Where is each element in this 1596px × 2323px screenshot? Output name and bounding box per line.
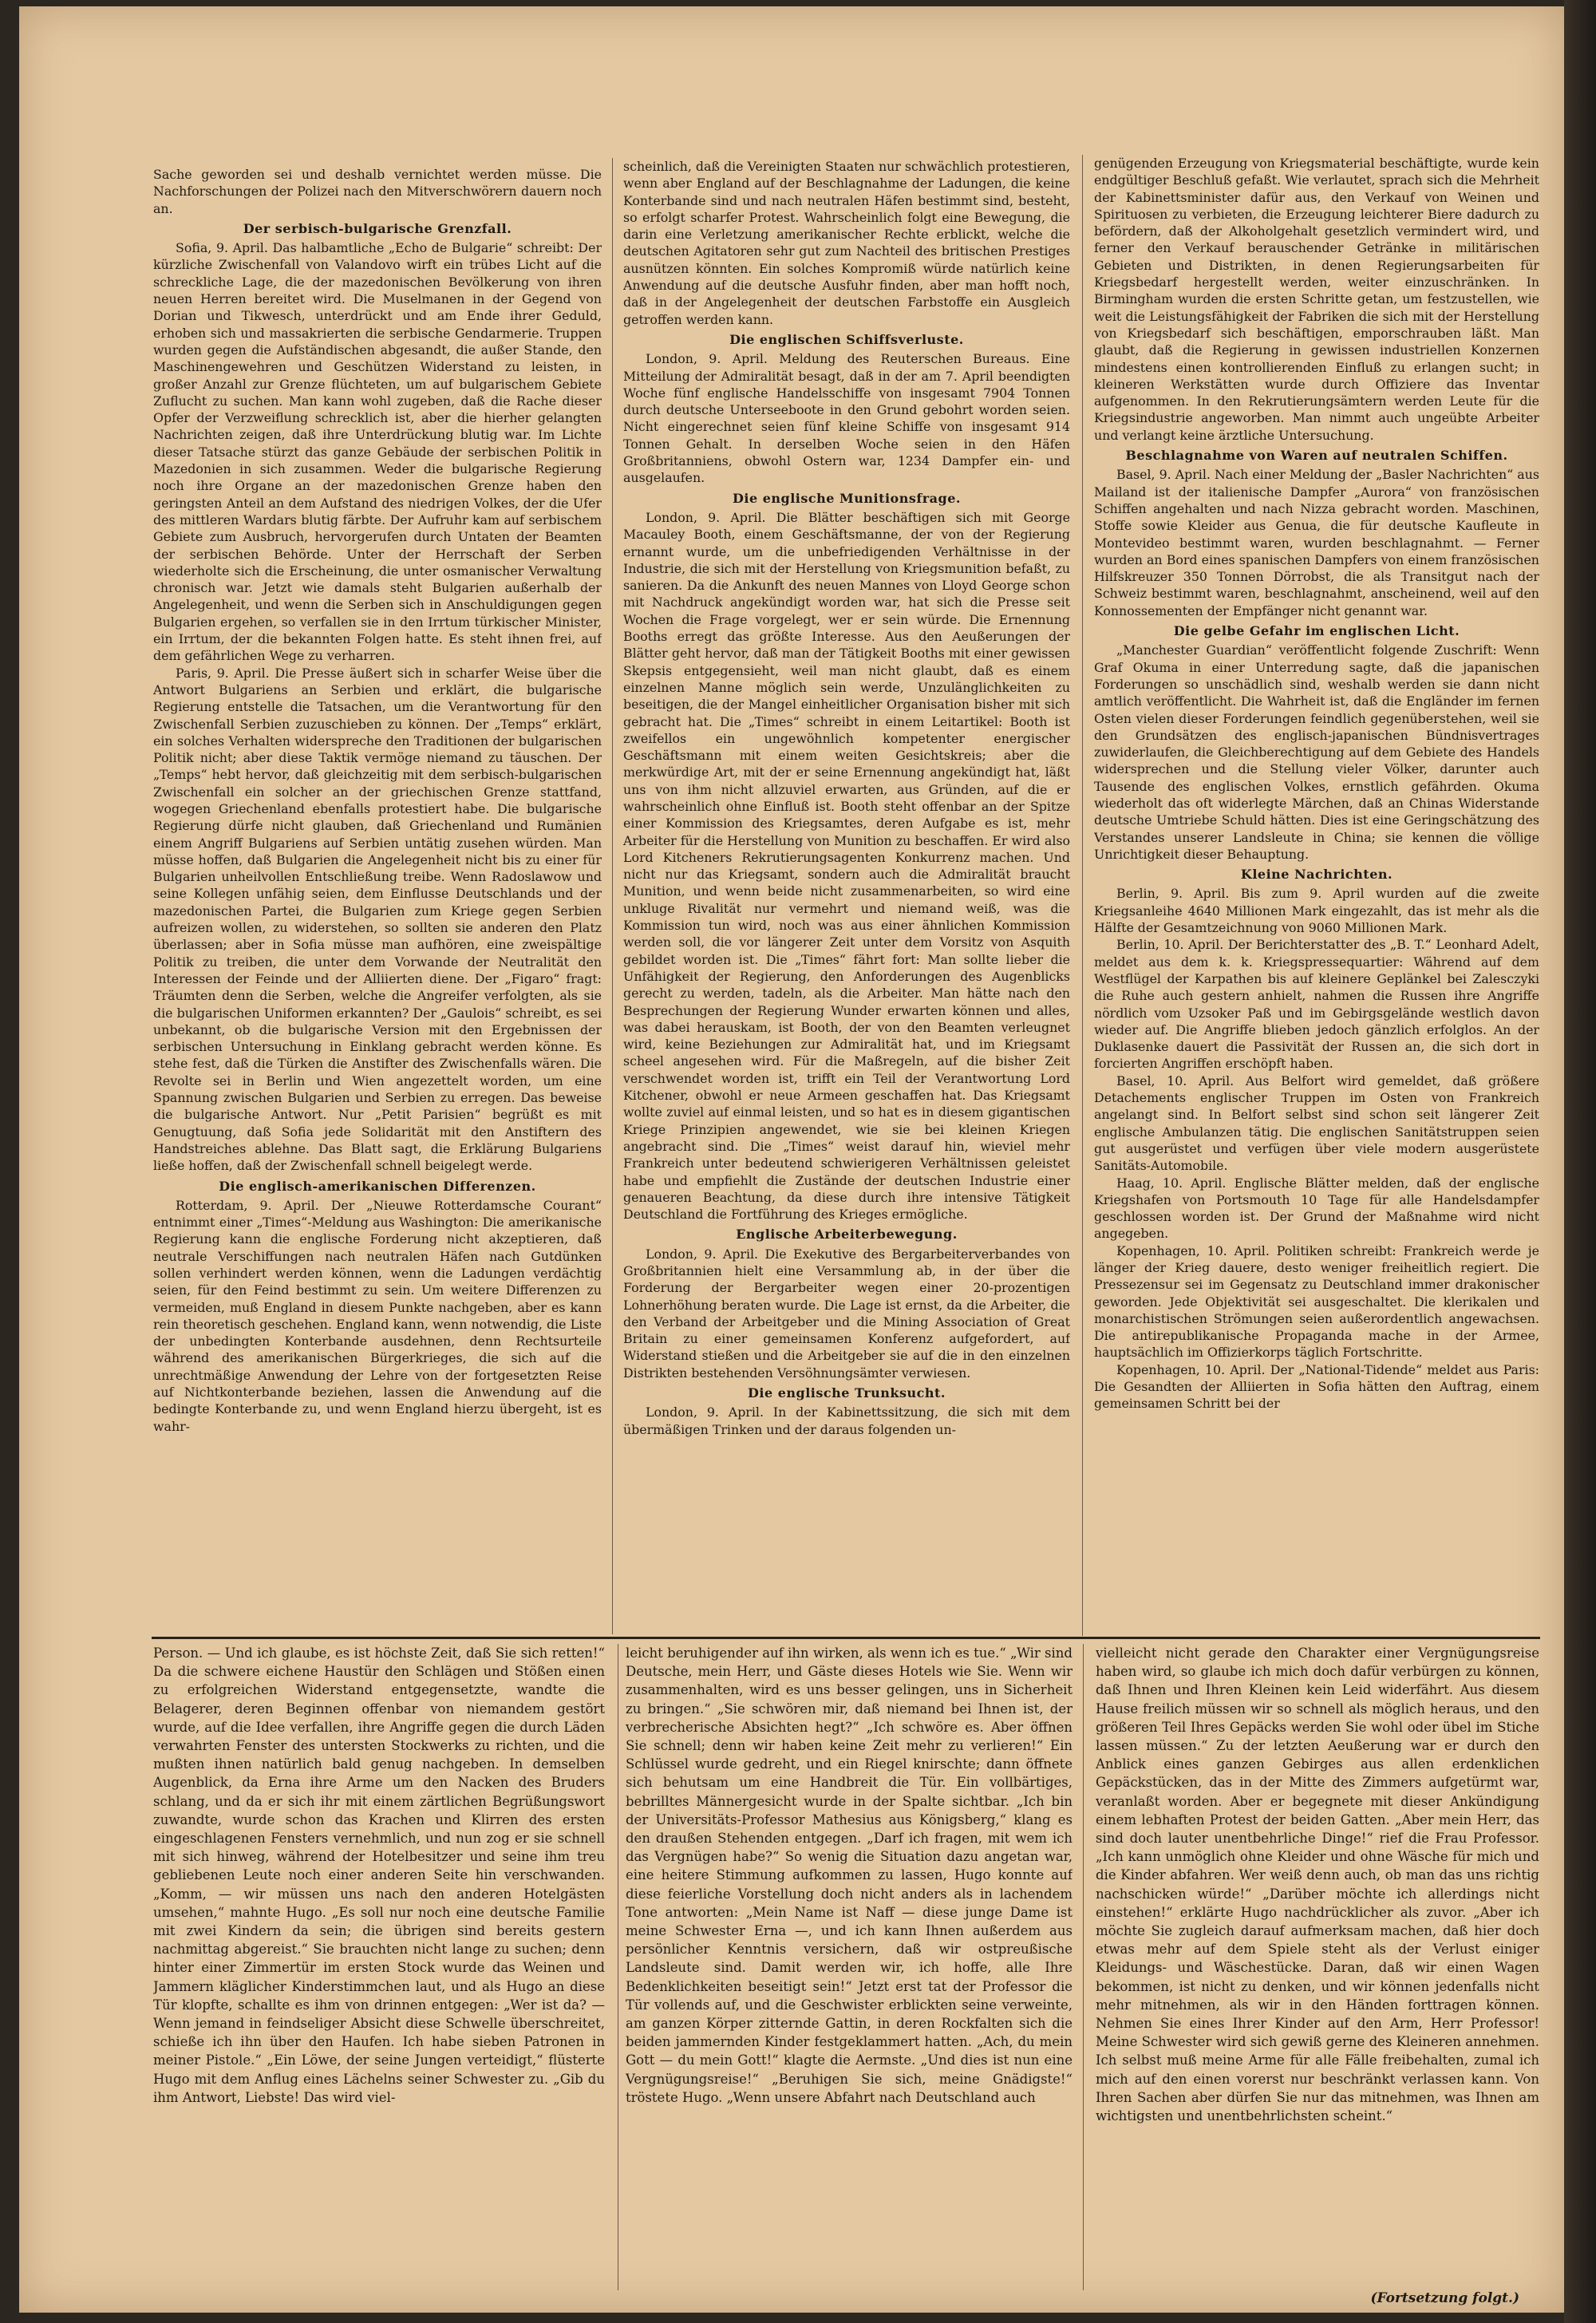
article-heading: Beschlagnahme von Waren auf neutralen Schiffen. (1125, 448, 1508, 464)
article-paragraph: London, 9. April. Die Exekutive des Bergarbeiterverbandes von Großbritannien hielt eine Versammlung ab, in der über die Forderung der Bergarbeiter wegen einer 20-prozentigen Lohnerhöhung beraten wurde. Die Lage ist ernst, da die Arbeiter, die den Verband der Arbeitgeber und die Mining Association of Great Britain zu einer gemeinsamen Konferenz aufgefordert, auf Widerstand stießen und die Arbeitgeber sie auf die in den einzelnen Distrikten bestehenden Versöhnungsämter verwiesen. (623, 1246, 1070, 1381)
article-paragraph: London, 9. April. Meldung des Reuterschen Bureaus. Eine Mitteilung der Admiralität besagt, daß in der am 7. April beendigten Woche fünf englische Handelsschiffe von insgesamt 7904 Tonnen durch deutsche Unterseeboote in den Grund gebohrt worden seien. Nicht eingerechnet seien fünf kleine Schiffe von insgesamt 914 Tonnen Gehalt. In derselben Woche seien in den Häfen Großbritanniens, obwohl Ostern war, 1234 Dampfer ein- und ausgelaufen. (623, 351, 1070, 486)
article-heading: Die englische Trunksucht. (748, 1385, 946, 1401)
feuilleton-column-2 (626, 1644, 1073, 2292)
feuilleton-divider-rule (152, 1637, 1540, 1639)
newspaper-page (19, 6, 1564, 2313)
book-binding-edge (1564, 0, 1596, 2323)
column-divider (612, 158, 613, 1634)
column-1 (153, 166, 602, 1634)
feuilleton-column-3 (1096, 1644, 1539, 2292)
article-paragraph: Sache geworden sei und deshalb vernichtet werden müsse. Die Nachforschungen der Polizei nach den Mitverschwörern dauern noch an. (153, 167, 602, 216)
article-paragraph: Kopenhagen, 10. April. Politiken schreibt: Frankreich werde je länger der Krieg dauere, desto weniger freiheitlich regiert. Die Pressezensur sei im Gegensatz zu Deutschland immer drakonischer geworden. Jede Objektivität sei ausgeschaltet. Die klerikalen und monarchistischen Strömungen seien außerordentlich angewachsen. Die antirepublikanische Propaganda mache in der Armee, hauptsächlich im Offizierkorps täglich Fortschritte. (1094, 1242, 1539, 1361)
article-paragraph: Berlin, 10. April. Der Berichterstatter des „B. T.“ Leonhard Adelt, meldet aus dem k. k. Kriegspressequartier: Während auf dem Westflügel der Karpathen bis auf kleinere Geplänkel bei Zalesczyki die Ruhe auch gestern anhielt, nahmen die Russen ihre Angriffe nördlich vom Uzsoker Paß und im Gebirgsgelände westlich davon wieder auf. Die Angriffe blieben jedoch gänzlich erfolglos. An der Duklasenke dauert die Passivität der Russen an, die sich dort in forcierten Angriffen erschöpft haben. (1094, 937, 1539, 1072)
article-heading: Kleine Nachrichten. (1240, 867, 1393, 883)
article-heading: Die englisch-amerikanischen Differenzen. (219, 1178, 536, 1194)
feuilleton-column-1 (153, 1644, 605, 2292)
article-heading: Die englischen Schiffsverluste. (729, 331, 964, 347)
article-paragraph: scheinlich, daß die Vereinigten Staaten nur schwächlich protestieren, wenn aber England auf der Beschlagnahme der Ladungen, die keine Konterbande sind und nach neutralen Häfen bestimmt sind, besteht, so erfolgt scharfer Protest. Wahrscheinlich folgt eine Bewegung, die darin eine Verletzung amerikanischer Rechte erblickt, welche die deutschen Agitatoren sehr gut zum Nachteil des britischen Prestiges ausnützen könnten. Ein solches Kompromiß würde natürlich keine Anwendung auf die deutsche Ausfuhr finden, aber man hofft noch, daß in der Angelegenheit der deutschen Farbstoffe ein Ausgleich getroffen werden kann. (623, 159, 1070, 327)
article-paragraph: Paris, 9. April. Die Presse äußert sich in scharfer Weise über die Antwort Bulgariens an Serbien und erklärt, die bulgarische Regierung entstelle die Tatsachen, um die Verantwortung für den Zwischenfall Serbien zuzuschieben zu können. Der „Temps“ erklärt, ein solches Verhalten widerspreche den Traditionen der bulgarischen Politik nicht; aber diese Taktik vermöge niemand zu täuschen. Der „Temps“ hebt hervor, daß gleichzeitig mit dem serbisch-bulgarischen Zwischenfall ein solcher an der griechischen Grenze stattfand, wogegen Griechenland ebenfalls protestiert habe. Die bulgarische Regierung dürfe nicht glauben, daß Griechenland und Rumänien einem Angriff Bulgariens auf Serbien untätig zusehen würden. Man müsse hoffen, daß Bulgarien die Angelegenheit nicht bis zu einer für Bulgarien unheilvollen Entschließung treibe. Wenn Radoslawow und seine Kollegen unfähig seien, dem Einflusse Deutschlands und der mazedonischen Partei, die Bulgarien zum Kriege gegen Serbien aufreizen wollen, zu widerstehen, so sollten sie anderen den Platz überlassen; aber in Sofia müsse man aufhören, eine zweispältige Politik zu treiben, die unter dem Vorwande der Neutralität den Interessen der Feinde und der Alliierten diene. Der „Figaro“ fragt: Träumten denn die Serben, welche die Angreifer verfolgten, als sie die bulgarischen Uniformen erkannten? Der „Gaulois“ schreibt, es sei unbekannt, ob die bulgarische Version mit den Ergebnissen der serbischen Untersuchung in Einklang gebracht werden könne. Es stehe fest, daß die Türken die Anstifter des Zwischenfalls wären. Die Revolte sei in Berlin und Wien angezettelt worden, um eine Spannung zwischen Bulgarien und Serbien zu erregen. Das beweise die bulgarische Antwort. Nur „Petit Parisien“ begrüßt es mit Genugtuung, daß Sofia jede Solidarität mit den Anstiftern des Handstreiches ablehne. Das Blatt sagt, die Erklärung Bulgariens ließe hoffen, daß der Zwischenfall schnell beigelegt werde. (153, 665, 602, 1174)
article-paragraph: Basel, 9. April. Nach einer Meldung der „Basler Nachrichten“ aus Mailand ist der italienische Dampfer „Aurora“ von französischen Schiffen angehalten und nach Nizza gebracht worden. Maschinen, Stoffe sowie Kleider aus Genua, die für deutsche Kaufleute in Montevideo bestimmt waren, wurden beschlagnahmt. — Ferner wurden an Bord eines spanischen Dampfers von einem französischen Hilfskreuzer 350 Tonnen Dörrobst, die als Transitgut nach der Schweiz bestimmt waren, beschlagnahmt, anscheinend, weil auf den Konnossementen der Empfänger nicht genannt war. (1094, 467, 1539, 618)
continuation-note: (Fortsetzung folgt.) (1370, 2290, 1519, 2306)
article-paragraph: Sofia, 9. April. Das halbamtliche „Echo de Bulgarie“ schreibt: Der kürzliche Zwischenfall von Valandovo wirft ein trübes Licht auf die schreckliche Lage, die der mazedonischen Bevölkerung von ihren neuen Herren bereitet wird. Die Muselmanen in der Gegend von Dorian und Tikwesch, unterdrückt und am Ende ihrer Geduld, erhoben sich und massakrierten die serbische Gendarmerie. Truppen wurden gegen die Aufständischen abgesandt, die außer Stande, den Maschinengewehren und Geschützen Widerstand zu leisten, in großer Anzahl zur Grenze flüchteten, um auf bulgarischem Gebiete Zuflucht zu suchen. Man kann wohl zugeben, daß die Rache dieser Opfer der Verzweiflung schrecklich ist, aber die hierher gelangten Nachrichten zeigen, daß ihre Unterdrückung blutig war. Im Lichte dieser Tatsache stürzt das ganze Gebäude der serbischen Politik in Mazedonien in sich zusammen. Weder die bulgarische Regierung noch ihre Organe an der mazedonischen Grenze haben den geringsten Anteil an dem Aufstand des niedrigen Volkes, der die Ufer des mittleren Wardars blutig färbte. Der Aufruhr kam auf serbischem Gebiete zum Ausbruch, hervorgerufen durch Untaten der Beamten der serbischen Behörde. Unter der Herrschaft der Serben wiederholte sich die Erscheinung, die unter osmanischer Verwaltung chronisch war. Jetzt wie damals steht Bulgarien außerhalb der Angelegenheit, und wenn die Serben sich in Anschuldigungen gegen Bulgarien ergehen, so verfallen sie in den Irrtum türkischer Minister, ein Irrtum, der die bekannten Folgen hatte. Es steht ihnen frei, auf dem gefährlichen Wege zu verharren. (153, 240, 602, 664)
feuilleton-text: vielleicht nicht gerade den Charakter einer Vergnügungsreise haben wird, so glaube ich mich doch dafür verbürgen zu können, daß Ihnen und Ihren Kleinen kein Leid widerfährt. Aus diesem Hause freilich müssen wir so schnell als möglich heraus, und den größeren Teil Ihres Gepäcks werden Sie wohl oder übel im Stiche lassen müssen.“ Zu der letzten Aeußerung war er durch den Anblick eines ganzen Gebirges aus allen erdenklichen Gepäckstücken, das in der Mitte des Zimmers aufgetürmt war, veranlaßt worden. Aber er begegnete mit dieser Ankündigung einem lebhaften Protest der beiden Gatten. „Aber mein Herr, das sind doch lauter unentbehrliche Dinge!“ rief die Frau Professor. „Ich kann unmöglich ohne Kleider und ohne Wäsche für mich und die Kinder abfahren. Wer weiß denn auch, ob man das uns richtig nachschicken würde!“ „Darüber möchte ich allerdings nicht einstehen!“ erklärte Hugo nachdrücklicher als zuvor. „Aber ich möchte Sie zugleich darauf aufmerksam machen, daß hier doch etwas mehr auf dem Spiele steht als der Verlust einiger Kleidungs- und Wäschestücke. Daran, daß wir einen Wagen bekommen, ist nicht zu denken, und wir können jedenfalls nicht mehr mitnehmen, als wir in den Händen forttragen können. Nehmen Sie eines Ihrer Kinder auf den Arm, Herr Professor! Meine Schwester wird sich gewiß gerne des Kleineren annehmen. Ich selbst muß meine Arme für alle Fälle freibehalten, zumal ich mich auf den einen vorerst nur beschränkt verlassen kann. Von Ihren Sachen aber dürfen Sie nur das mitnehmen, was Ihnen am wichtigsten und unentbehrlichsten scheint.“ (1096, 1645, 1539, 2124)
column-divider (1082, 155, 1083, 1636)
article-paragraph: Berlin, 9. April. Bis zum 9. April wurden auf die zweite Kriegsanleihe 4640 Millionen Mark eingezahlt, das ist mehr als die Hälfte der Gesamtzeichnung von 9060 Millionen Mark. (1094, 886, 1539, 936)
column-2 (623, 158, 1070, 1636)
article-heading: Die gelbe Gefahr im englischen Licht. (1173, 623, 1460, 639)
article-heading: Die englische Munitionsfrage. (733, 490, 961, 506)
feuilleton-text: Person. — Und ich glaube, es ist höchste Zeit, daß Sie sich retten!“ Da die schwere eichene Haustür den Schlägen und Stößen einen zu erfolgreichen Widerstand entgegensetzte, wandte die Belagerer, deren Beginnen offenbar von niemandem gestört wurde, auf die Idee verfallen, ihre Angriffe gegen die durch Läden verwahrten Fenster des untersten Stockwerks zu richten, und die mußten ihnen natürlich bald genug nachgeben. In demselben Augenblick, da Erna ihre Arme um den Nacken des Bruders schlang, und da er sich ihr mit einem zärtlichen Begrüßungswort zuwandte, wurde schon das Krachen und Klirren des ersten eingeschlagenen Fensters vernehmlich, und nun zog er sie schnell mit sich hinweg, während der Hotelbesitzer und seine ihm treu gebliebenen Leute noch einer anderen Seite hin verschwanden. „Komm, — wir müssen uns nach den anderen Hotelgästen umsehen,“ mahnte Hugo. „Es soll nur noch eine deutsche Familie mit zwei Kindern da sein; die übrigen sind bereits gestern nachmittag abgereist.“ Sie brauchten nicht lange zu suchen; denn hinter einer Zimmertür im ersten Stock wurde das Weinen und Jammern kläglicher Kinderstimmchen laut, und als Hugo an diese Tür klopfte, schallte es ihm von drinnen entgegen: „Wer ist da? — Wenn jemand in feindseliger Absicht diese Schwelle überschreitet, schieße ich ihn über den Haufen. Ich habe sieben Patronen in meiner Pistole.“ „Ein Löwe, der seine Jungen verteidigt,“ flüsterte Hugo mit dem Anflug eines Lächelns seiner Schwester zu. „Gib du ihm Antwort, Liebste! Das wird viel- (153, 1645, 605, 2105)
feuilleton-text: leicht beruhigender auf ihn wirken, als wenn ich es tue.“ „Wir sind Deutsche, mein Herr, und Gäste dieses Hotels wie Sie. Wenn wir zusammenhalten, wird es uns besser gelingen, uns in Sicherheit zu bringen.“ „Sie schwören mir, daß niemand bei Ihnen ist, der verbrecherische Absichten hegt?“ „Ich schwöre es. Aber öffnen Sie schnell; denn wir haben keine Zeit mehr zu verlieren!“ Ein Schlüssel wurde gedreht, und ein Riegel knirschte; dann öffnete sich behutsam um eine Handbreit die Tür. Ein vollbärtiges, bebrilltes Männergesicht wurde in der Spalte sichtbar. „Ich bin der Universitäts-Professor Mathesius aus Königsberg,“ klang es den draußen Stehenden entgegen. „Darf ich fragen, mit wem ich das Vergnügen habe?“ So wenig die Situation dazu angetan war, eine heitere Stimmung aufkommen zu lassen, Hugo konnte auf diese feierliche Vorstellung doch nicht anders als in lachendem Tone antworten: „Mein Name ist Naff — diese junge Dame ist meine Schwester Erna —, und ich kann Ihnen außerdem aus persönlicher Kenntnis versichern, daß wir ostpreußische Landsleute sind. Damit werden wir, ich hoffe, alle Ihre Bedenklichkeiten beseitigt sein!“ Jetzt erst tat der Professor die Tür vollends auf, und die Geschwister erblickten seine verweinte, am ganzen Körper zitternde Gattin, in deren Rockfalten sich die beiden jammernden Kinder festgeklammert hatten. „Ach, du mein Gott — du mein Gott!“ klagte die Aermste. „Und dies ist nun eine Vergnügungsreise!“ „Beruhigen Sie sich, meine Gnädigste!“ tröstete Hugo. „Wenn unsere Abfahrt nach Deutschland auch (626, 1645, 1073, 2105)
article-paragraph: „Manchester Guardian“ veröffentlicht folgende Zuschrift: Wenn Graf Okuma in einer Unterredung sagte, daß die japanischen Forderungen so unschädlich sind, weshalb werden sie dann nicht amtlich veröffentlicht. Die Wahrheit ist, daß die Engländer im fernen Osten vielen dieser Forderungen feindlich gegenüberstehen, weil sie den Grundsätzen des englisch-japanischen Bündnisvertrages zuwiderlaufen, die Gleichberechtigung auf dem Gebiete des Handels widersprechen und die Stellung vieler Völker, darunter auch Tausende des englischen Volkes, ernstlich gefährden. Okuma wiederholt das oft widerlegte Märchen, daß an Chinas Widerstande deutsche Umtriebe Schuld hätten. Dies ist eine Geringschätzung des Verstandes unserer Landsleute in China; sie kennen die völlige Unrichtigkeit dieser Behauptung. (1094, 642, 1539, 862)
article-heading: Der serbisch-bulgarische Grenzfall. (243, 220, 512, 236)
column-3 (1094, 155, 1539, 1641)
article-paragraph: London, 9. April. Die Blätter beschäftigen sich mit George Macauley Booth, einem Geschäftsmanne, der von der Regierung ernannt wurde, um die unbefriedigenden Verhältnisse in der Industrie, die sich mit der Herstellung von Kriegsmunition befaßt, zu sanieren. Da die Ankunft des neuen Mannes von Lloyd George schon mit Nachdruck angekündigt worden war, hat sich die Presse seit Wochen die Frage vorgelegt, wer er sein würde. Die Ernennung Booths erregt das größte Interesse. Aus den Aeußerungen der Blätter geht hervor, daß man der Tätigkeit Booths mit einer gewissen Skepsis entgegensieht, weil man nicht glaubt, daß es einem einzelnen Manne möglich sein werde, Unzulänglichkeiten zu beseitigen, die der Mangel einheitlicher Organisation bisher mit sich gebracht hat. Die „Times“ schreibt in einem Leitartikel: Booth ist zweifellos ein ungewöhnlich kompetenter energischer Geschäftsmann mit einem weiten Gesichtskreis; aber die merkwürdige Art, mit der er seine Ernennung angekündigt hat, läßt uns von ihm nicht allzuviel erwarten, aus Gründen, auf die er wahrscheinlich ohne Einfluß ist. Booth steht offenbar an der Spitze einer Kommission des Kriegsamtes, deren Aufgabe es ist, mehr Arbeiter für die Herstellung von Munition zu beschaffen. Er wird also Lord Kitcheners Rekrutierungsagenten Konkurrenz machen. Und nicht nur das Kriegsamt, sondern auch die Admiralität braucht Munition, und wenn beide nicht zusammenarbeiten, so wird eine unkluge Rivalität nur vermehrt und niemand weiß, was die Kommission tun wird, noch was aus einer ähnlichen Kommission werden soll, die vor längerer Zeit unter dem Vorsitz von Asquith gebildet worden ist. Die „Times“ fährt fort: Man sollte lieber die Unfähigkeit der Regierung, den Anforderungen des Augenblicks gerecht zu werden, tadeln, als die Arbeiter. Man hätte nach den Besprechungen der Regierung Wunder erwarten können und alles, was dabei herauskam, ist Booth, der von den Beamten verleugnet wird, keine Beziehungen zur Admiralität hat, und im Kriegsamt scheel angesehen wird. Für die Maßregeln, auf die bisher Zeit verschwendet worden ist, trifft ein Teil der Verantwortung Lord Kitchener, obwohl er neue Armeen geschaffen hat. Das Kriegsamt wollte zuviel auf einmal leisten, und so hat es in diesem gigantischen Kriege Prinzipien angewendet, wie sie bei kleinen Kriegen angebracht sind. Die „Times“ weist darauf hin, wieviel mehr Frankreich unter bedeutend schwierigeren Verhältnissen geleistet habe und empfiehlt die Zustände der deutschen Industrie einer genaueren Beachtung, da diese durch ihre intensive Tätigkeit Deutschland die Fortführung des Krieges ermögliche. (623, 509, 1070, 1223)
article-paragraph: Basel, 10. April. Aus Belfort wird gemeldet, daß größere Detachements englischer Truppen im Osten von Frankreich angelangt sind. In Belfort selbst sind schon seit längerer Zeit englische Ambulanzen tätig. Die englischen Sanitätstruppen seien gut ausgerüstet und verfügen über viele modern ausgerüstete Sanitäts-Automobile. (1094, 1073, 1539, 1174)
article-heading: Englische Arbeiterbewegung. (736, 1227, 958, 1242)
article-paragraph: London, 9. April. In der Kabinettssitzung, die sich mit dem übermäßigen Trinken und der daraus folgenden un- (623, 1404, 1070, 1437)
article-paragraph: genügenden Erzeugung von Kriegsmaterial beschäftigte, wurde kein endgültiger Beschluß gefaßt. Wie verlautet, sprach sich die Mehrheit der Kabinettsminister dafür aus, den Verkauf von Weinen und Spirituosen zu verbieten, die Erzeugung leichterer Biere dadurch zu befördern, daß der Alkoholgehalt gesetzlich vermindert wird, und ferner den Verkauf berauschender Getränke in militärischen Gebieten und Distrikten, in denen Regierungsarbeiten für Kriegsbedarf hergestellt werden, weiter einzuschränken. In Birmingham wurden die ersten Schritte getan, um festzustellen, wie weit die Leistungsfähigkeit der Fabriken die sich mit der Herstellung von Kriegsbedarf sich beschäftigen, emporschrauben läßt. Man glaubt, daß die Regierung in gewissen industriellen Konzernen mindestens einen kontrollierenden Einfluß zu erlangen sucht; in kleineren Werkstätten wurde durch Offiziere das Inventar aufgenommen. In den Rekrutierungsämtern werden Leute für die Kriegsindustrie angeworben. Man nimmt auch ungeübte Arbeiter und verlangt keine ärztliche Untersuchung. (1094, 156, 1539, 443)
article-paragraph: Kopenhagen, 10. April. Der „National-Tidende“ meldet aus Paris: Die Gesandten der Alliierten in Sofia hätten den Auftrag, einem gemeinsamen Schritt bei der (1094, 1361, 1539, 1412)
column-divider (1083, 1644, 1084, 2290)
article-paragraph: Rotterdam, 9. April. Der „Nieuwe Rotterdamsche Courant“ entnimmt einer „Times“-Meldung aus Washington: Die amerikanische Regierung kann die englische Forderung nicht akzeptieren, daß neutrale Verschiffungen nach neutralen Häfen nach Gutdünken sollen verhindert werden können, wenn die Ladungen verdächtig seien, für den Feind bestimmt zu sein. Um weitere Differenzen zu vermeiden, muß England in diesem Punkte nachgeben, aber es kann rein theoretisch geschehen. England kann, wenn notwendig, die Liste der unbedingten Konterbande ausdehnen, denn Rechtsurteile während des amerikanischen Bürgerkrieges, die sich auf die unrechtmäßige Anwendung der Lehre von der fortgesetzten Reise auf Nichtkonterbande beziehen, lassen die Anwendung auf die bedingte Konterbande zu, und wenn England hierzu übergeht, ist es wahr- (153, 1197, 602, 1434)
article-paragraph: Haag, 10. April. Englische Blätter melden, daß der englische Kriegshafen von Portsmouth 10 Tage für alle Handelsdampfer geschlossen worden ist. Der Grund der Maßnahme wird nicht angegeben. (1094, 1175, 1539, 1242)
